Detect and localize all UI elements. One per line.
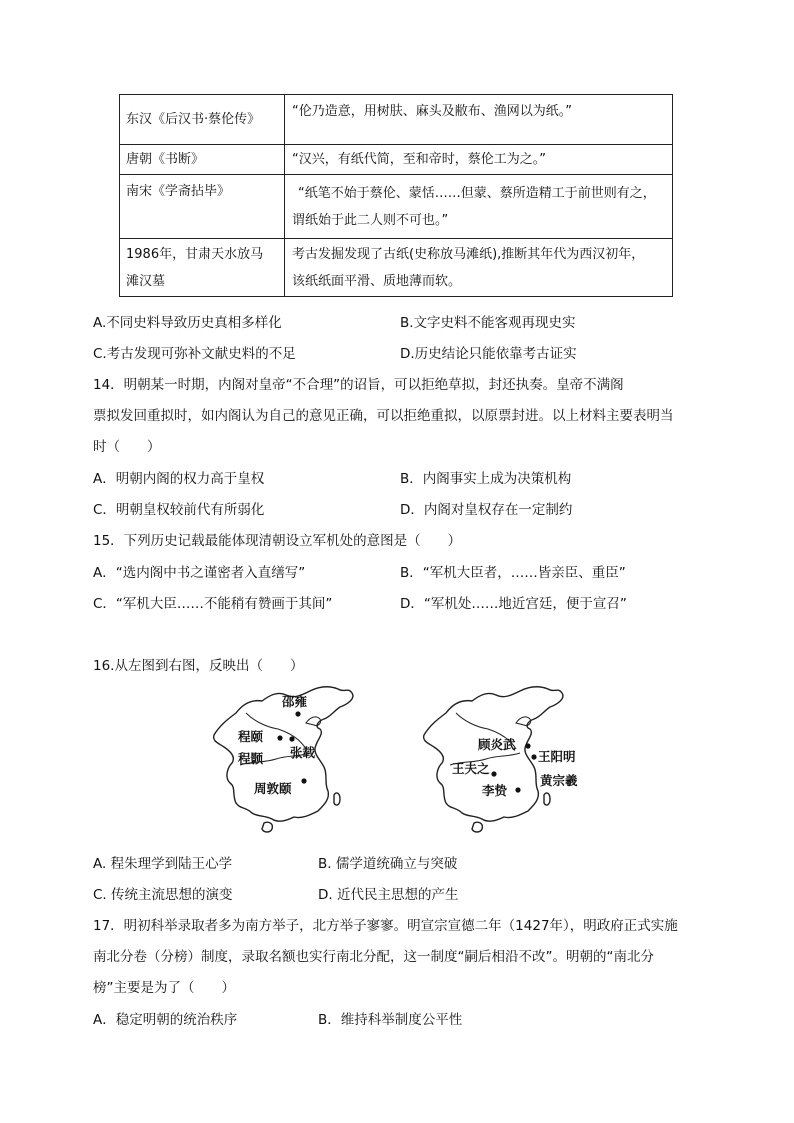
table-row [120, 239, 673, 297]
map-point [525, 743, 530, 748]
map-point [515, 787, 520, 792]
content-cell: “纸笔不始于蔡伦、蒙恬……但蒙、蔡所造精工于前世则有之， 谓纸始于此二人则不可也。” [285, 175, 673, 239]
content-cell: “汉兴，有纸代简，至和帝时，蔡伦工为之。” [285, 145, 673, 175]
content-cell: 考古发掘发现了古纸(史称放马滩纸),推断其年代为西汉初年， 该纸纸面平滑、质地薄而软。 [285, 239, 673, 297]
left-map-island [262, 822, 272, 832]
map-point [531, 754, 536, 759]
map-point [295, 711, 300, 716]
q16-stem: 16.从左图到右图，反映出（ ） [93, 658, 304, 674]
q17-stem-line: 榜”主要是为了（ ） [93, 980, 235, 996]
map-label-li-zhi: 李贽 [482, 783, 508, 798]
right-map-bay [516, 717, 531, 726]
map-label-shao-yong: 邵雍 [282, 694, 308, 709]
q13-option-b: B.文字史料不能客观再现史实 [400, 315, 576, 331]
table-row [120, 95, 673, 145]
china-maps-figure [206, 683, 594, 845]
content-cell: “伦乃造意，用树肤、麻头及敝布、渔网以为纸。” [285, 95, 673, 145]
table-row [120, 175, 673, 239]
map-label-wang-fuzhi: 王夫之 [452, 761, 490, 776]
map-point [491, 771, 496, 776]
map-label-wang-yangming: 王阳明 [538, 749, 576, 764]
q17-stem-line: 17．明初科举录取者多为南方举子，北方举子寥寥。明宣宗宣德二年（1427年），明政府正式实施 [93, 918, 678, 934]
q14-option-a: A．明朝内阁的权力高于皇权 [93, 471, 265, 487]
q16-option-c: C. 传统主流思想的演变 [93, 887, 233, 903]
q14-option-c: C．明朝皇权较前代有所弱化 [93, 502, 265, 518]
map-point [277, 735, 282, 740]
map-point [301, 778, 306, 783]
source-cell: 东汉《后汉书·蔡伦传》 [120, 95, 285, 145]
q17-stem-line: 南北分卷（分榜）制度，录取名额也实行南北分配，这一制度“嗣后相沿不改”。明朝的“南北分 [93, 949, 654, 965]
q16-option-d: D. 近代民主思想的产生 [318, 887, 459, 903]
source-cell: 1986年，甘肃天水放马 滩汉墓 [120, 239, 285, 297]
map-label-zhang-zai: 张载 [290, 745, 316, 760]
q14-stem-line: 时（ ） [93, 439, 161, 455]
q14-stem-line: 14．明朝某一时期，内阁对皇帝“不合理”的诏旨，可以拒绝草拟，封还执奏。皇帝不满阁 [93, 377, 624, 393]
source-cell: 南宋《学斋拈毕》 [120, 175, 285, 239]
q13-option-d: D.历史结论只能依靠考古证实 [400, 346, 577, 362]
q14-option-d: D．内阁对皇权存在一定制约 [400, 502, 573, 518]
q15-option-b: B．“军机大臣者，……皆亲臣、重臣” [400, 565, 626, 581]
right-map-island [472, 822, 482, 832]
q17-option-b: B．维持科举制度公平性 [318, 1012, 463, 1028]
q15-option-d: D．“军机处……地近宫廷，便于宣召” [400, 596, 627, 612]
map-label-cheng-hao: 程颢 [238, 751, 264, 766]
q15-option-a: A．“选内阁中书之谨密者入直缮写” [93, 565, 306, 581]
source-table [119, 94, 673, 297]
q14-stem-line: 票拟发回重拟时，如内阁认为自己的意见正确，可以拒绝重拟，以原票封进。以上材料主要表明当 [93, 408, 674, 424]
q16-option-a: A. 程朱理学到陆王心学 [93, 856, 233, 872]
q13-option-a: A.不同史料导致历史真相多样化 [93, 315, 282, 331]
q17-option-a: A．稳定明朝的统治秩序 [93, 1012, 238, 1028]
source-cell: 唐朝《书断》 [120, 145, 285, 175]
map-label-zhou-dunyi: 周敦颐 [254, 781, 292, 796]
map-label-gu-yanwu: 顾炎武 [478, 737, 516, 752]
q13-option-c: C.考古发现可弥补文献史料的不足 [93, 346, 296, 362]
q14-option-b: B．内阁事实上成为决策机构 [400, 471, 572, 487]
right-map-taiwan [544, 793, 550, 805]
map-label-cheng-yi: 程颐 [238, 729, 264, 744]
left-map-taiwan [334, 793, 340, 805]
q16-maps [206, 683, 594, 845]
q15-option-c: C．“军机大臣……不能稍有赞画于其间” [93, 596, 333, 612]
q16-option-b: B. 儒学道统确立与突破 [318, 856, 458, 872]
left-map-bay [306, 717, 321, 726]
map-label-huang-zongxi: 黄宗羲 [540, 773, 578, 788]
table-row [120, 145, 673, 175]
map-point [289, 736, 294, 741]
q15-stem: 15．下列历史记载最能体现清朝设立军机处的意图是（ ） [93, 533, 462, 549]
